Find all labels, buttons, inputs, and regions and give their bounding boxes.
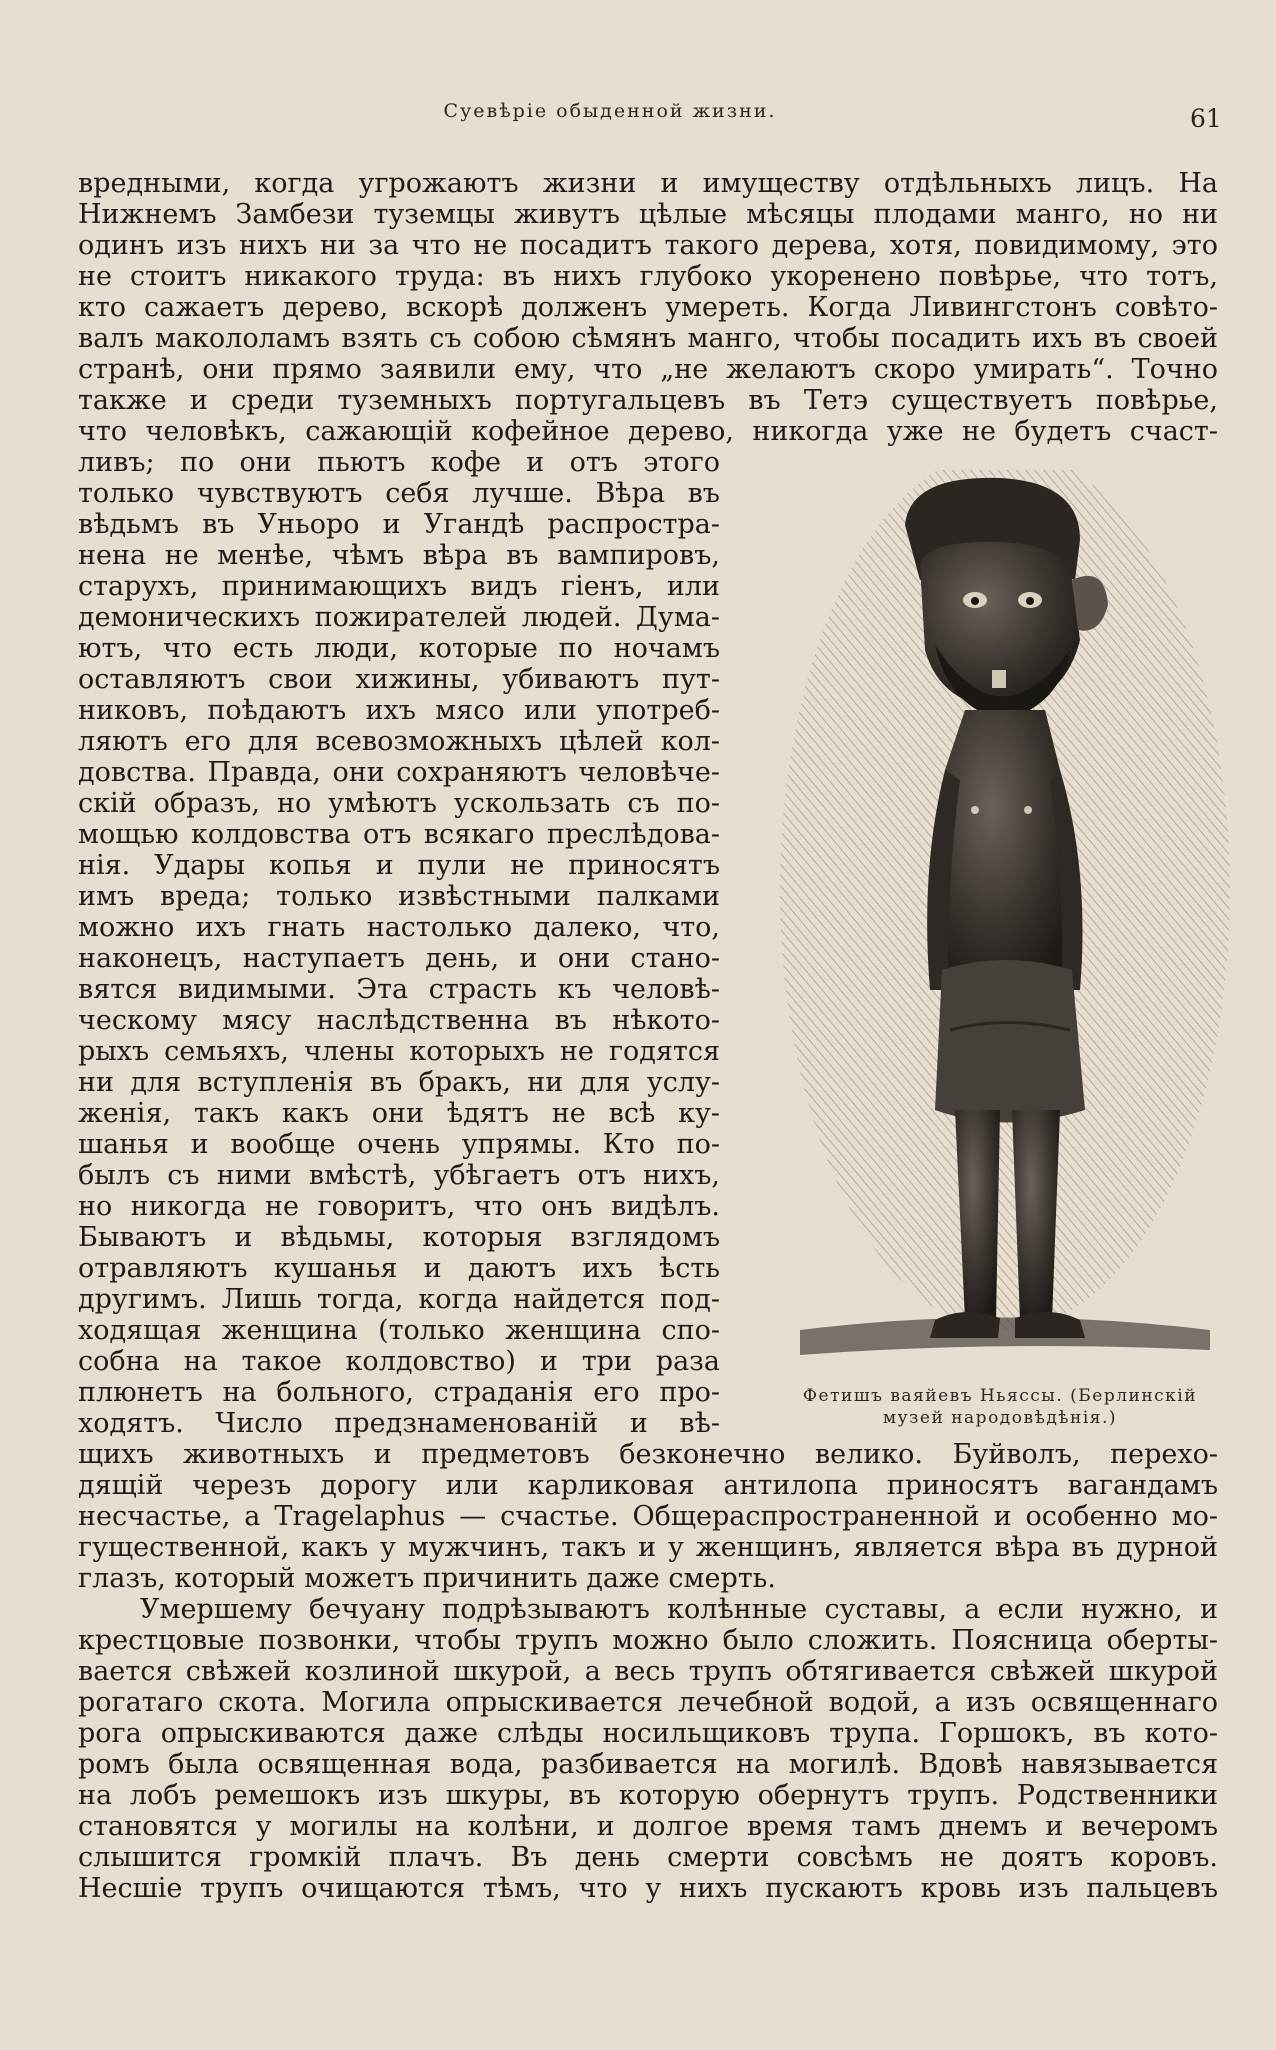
fetish-figure-illustration	[760, 470, 1240, 1378]
text-line: что человѣкъ, сажающій кофейное дерево, никогда уже не будетъ счаст-	[78, 416, 1218, 447]
text-line: на лобъ ремешокъ изъ шкуры, въ которую обернутъ трупъ. Родственники	[78, 1780, 1218, 1811]
text-line: никовъ, поѣдаютъ ихъ мясо или употреб-	[78, 695, 720, 726]
text-line: также и среди туземныхъ португальцевъ въ Тетэ существуетъ повѣрье,	[78, 385, 1218, 416]
text-line: слышится громкій плачъ. Въ день смерти совсѣмъ не доятъ коровъ.	[78, 1842, 1218, 1873]
text-line: ливъ; по они пьютъ кофе и отъ этого	[78, 447, 720, 478]
text-line: нія. Удары копья и пули не приносятъ	[78, 850, 720, 881]
text-line: былъ съ ними вмѣстѣ, убѣгаетъ отъ нихъ,	[78, 1160, 720, 1191]
text-line: рогатаго скота. Могила опрыскивается лечебной водой, а изъ освященнаго	[78, 1687, 1218, 1718]
caption-line: Фетишъ ваяйевъ Ньяссы. (Берлинскій	[802, 1386, 1198, 1406]
text-line: вредными, когда угрожаютъ жизни и имуществу отдѣльныхъ лицъ. На	[78, 168, 1218, 199]
text-line: собна на такое колдовство) и три раза	[78, 1346, 720, 1377]
caption-line: музей народовѣдѣнія.)	[882, 1408, 1118, 1428]
figure-caption	[760, 1385, 1240, 1429]
text-line: становятся у могилы на колѣни, и долгое время тамъ днемъ и вечеромъ	[78, 1811, 1218, 1842]
text-line: шанья и вообще очень упрямы. Кто по-	[78, 1129, 720, 1160]
text-line: наконецъ, наступаетъ день, и они стано-	[78, 943, 720, 974]
text-line: Умершему бечуану подрѣзываютъ колѣнные суставы, а если нужно, и	[140, 1594, 1218, 1625]
text-line: но никогда не говоритъ, что онъ видѣлъ.	[78, 1191, 720, 1222]
fetish-statue-engraving	[760, 470, 1240, 1378]
text-line: валъ макололамъ взять съ собою сѣмянъ манго, чтобы посадить ихъ въ своей	[78, 323, 1218, 354]
text-line: одинъ изъ нихъ ни за что не посадитъ такого дерева, хотя, повидимому, это	[78, 230, 1218, 261]
text-line: странѣ, они прямо заявили ему, что „не желаютъ скоро умирать“. Точно	[78, 354, 1218, 385]
text-line: крестцовые позвонки, чтобы трупъ можно было сложить. Поясница оберты-	[78, 1625, 1218, 1656]
text-line: ютъ, что есть люди, которые по ночамъ	[78, 633, 720, 664]
text-line: Бываютъ и вѣдьмы, которыя взглядомъ	[78, 1222, 720, 1253]
text-line: ни для вступленія въ бракъ, ни для услу-	[78, 1067, 720, 1098]
running-title: Суевѣріе обыденной жизни.	[443, 100, 777, 122]
text-line: вятся видимыми. Эта страсть къ человѣ-	[78, 974, 720, 1005]
text-line: оставляютъ свои хижины, убиваютъ пут-	[78, 664, 720, 695]
text-line: Несшіе трупъ очищаются тѣмъ, что у нихъ пускаютъ кровь изъ пальцевъ	[78, 1873, 1218, 1904]
text-line: ходятъ. Число предзнаменованій и вѣ-	[78, 1408, 720, 1439]
text-line: скій образъ, но умѣютъ ускользать съ по-	[78, 788, 720, 819]
text-line: дящій черезъ дорогу или карликовая антилопа приносятъ вагандамъ	[78, 1470, 1218, 1501]
text-line: нена не менѣе, чѣмъ вѣра въ вампировъ,	[78, 540, 720, 571]
text-line: вѣдьмъ въ Уньоро и Угандѣ распростра-	[78, 509, 720, 540]
text-line: только чувствуютъ себя лучше. Вѣра въ	[78, 478, 720, 509]
text-line: не стоитъ никакого труда: въ нихъ глубоко укоренено повѣрье, что тотъ,	[78, 261, 1218, 292]
text-line: ходящая женщина (только женщина спо-	[78, 1315, 720, 1346]
text-line: ляютъ его для всевозможныхъ цѣлей кол-	[78, 726, 720, 757]
text-line: рыхъ семьяхъ, члены которыхъ не годятся	[78, 1036, 720, 1067]
text-line: щихъ животныхъ и предметовъ безконечно велико. Буйволъ, перехо-	[78, 1439, 1218, 1470]
text-line: ромъ была освященная вода, разбивается на могилѣ. Вдовѣ навязывается	[78, 1749, 1218, 1780]
text-line: гущественной, какъ у мужчинъ, такъ и у женщинъ, является вѣра въ дурной	[78, 1532, 1218, 1563]
text-line: другимъ. Лишь тогда, когда найдется под-	[78, 1284, 720, 1315]
page-number: 61	[1190, 104, 1222, 133]
text-line: рога опрыскиваются даже слѣды носильщиковъ трупа. Горшокъ, въ кото-	[78, 1718, 1218, 1749]
text-line: можно ихъ гнать настолько далеко, что,	[78, 912, 720, 943]
text-line: Нижнемъ Замбези туземцы живутъ цѣлые мѣсяцы плодами манго, но ни	[78, 199, 1218, 230]
text-line: ческому мясу наслѣдственна въ нѣкото-	[78, 1005, 720, 1036]
text-line: несчастье, а Tragelaphus — счастье. Общераспространенной и особенно мо-	[78, 1501, 1218, 1532]
text-line: старухъ, принимающихъ видъ гіенъ, или	[78, 571, 720, 602]
text-line: глазъ, который можетъ причинить даже смерть.	[78, 1563, 776, 1594]
text-line: довства. Правда, они сохраняютъ человѣче-	[78, 757, 720, 788]
text-line: отравляютъ кушанья и даютъ ихъ ѣсть	[78, 1253, 720, 1284]
text-line: мощью колдовства отъ всякаго преслѣдова-	[78, 819, 720, 850]
text-line: имъ вреда; только извѣстными палками	[78, 881, 720, 912]
text-line: женія, такъ какъ они ѣдятъ не всѣ ку-	[78, 1098, 720, 1129]
text-line: демоническихъ пожирателей людей. Дума-	[78, 602, 720, 633]
text-line: вается свѣжей козлиной шкурой, а весь трупъ обтягивается свѣжей шкурой	[78, 1656, 1218, 1687]
text-line: плюнетъ на больного, страданія его про-	[78, 1377, 720, 1408]
text-line: кто сажаетъ дерево, вскорѣ долженъ умереть. Когда Ливингстонъ совѣто-	[78, 292, 1218, 323]
